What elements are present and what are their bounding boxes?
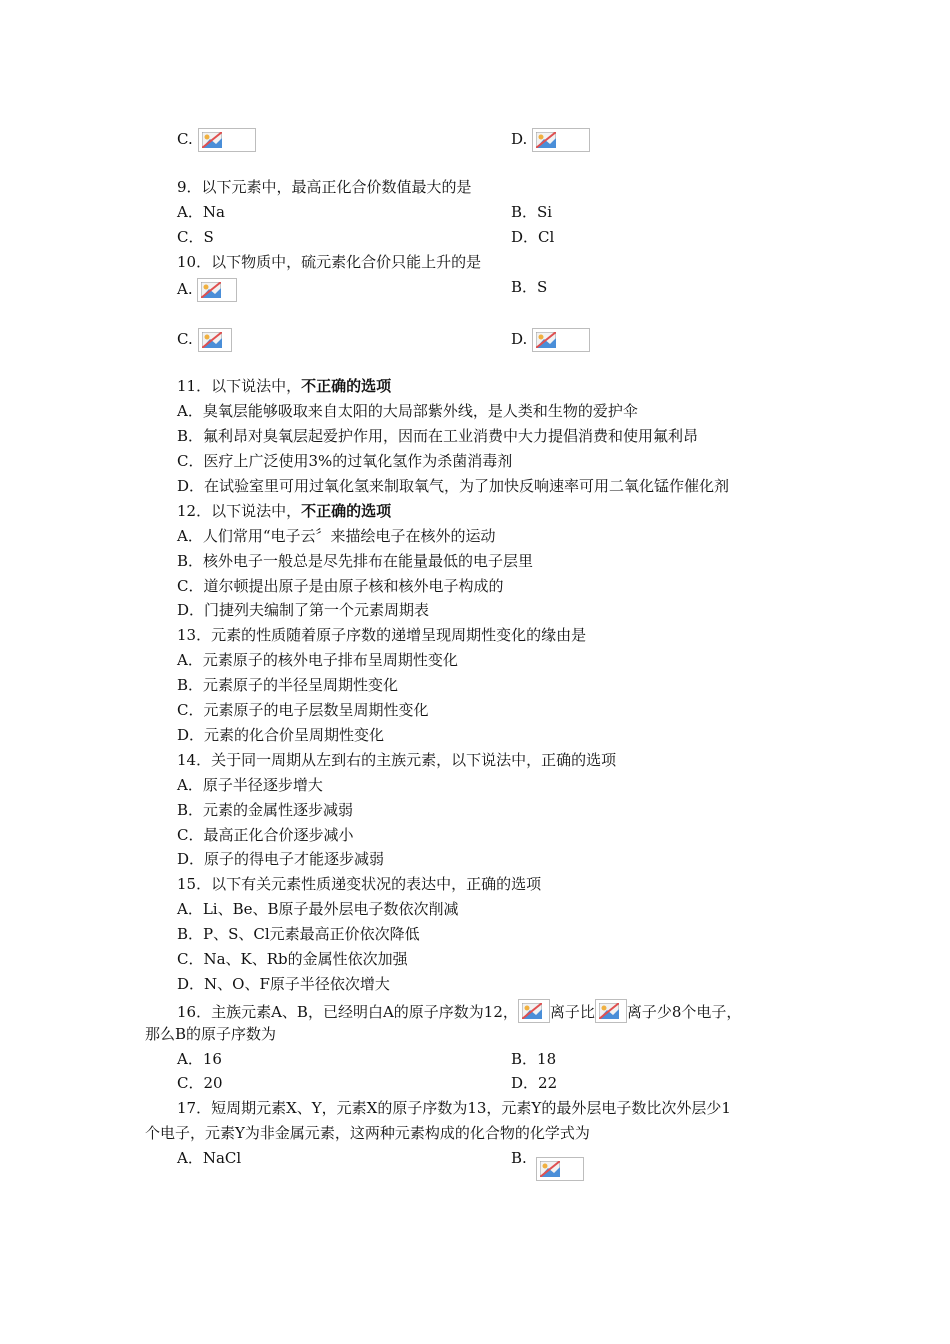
q11-option-c: C．医疗上广泛使用3%的过氧化氢作为杀菌消毒剂: [177, 452, 513, 470]
q9-option-a: A．Na: [177, 203, 225, 221]
q8-option-c: C.: [177, 128, 256, 152]
q10-option-b: B．S: [511, 278, 548, 296]
q13-option-c: C．元素原子的电子层数呈周期性变化: [177, 701, 429, 719]
q17-stem-line2: 个电子，元素Y为非金属元素，这两种元素构成的化合物的化学式为: [145, 1124, 590, 1142]
q15-option-b: B．P、S、Cl元素最高正价依次降低: [177, 925, 420, 943]
broken-image-icon: [595, 999, 627, 1023]
q12-option-b: B．核外电子一般总是尽先排布在能量最低的电子层里: [177, 552, 534, 570]
q16-option-d: D．22: [511, 1074, 558, 1092]
q16-option-a: A．16: [177, 1050, 222, 1068]
q12-option-d: D．门捷列夫编制了第一个元素周期表: [177, 601, 430, 619]
broken-image-icon: [532, 128, 590, 152]
q13-option-a: A．元素原子的核外电子排布呈周期性变化: [177, 651, 458, 669]
q15-stem: 15．以下有关元素性质递变状况的表达中，正确的选项: [177, 875, 542, 893]
q12-option-c: C．道尔顿提出原子是由原子核和核外电子构成的: [177, 577, 504, 595]
broken-image-icon: [536, 1157, 584, 1181]
q17-option-a: A．NaCl: [177, 1149, 242, 1167]
q9-option-b: B．Si: [511, 203, 553, 221]
q10-option-a: A.: [177, 278, 237, 302]
q13-stem: 13．元素的性质随着原子序数的递增呈现周期性变化的缘由是: [177, 626, 587, 644]
broken-image-icon: [532, 328, 590, 352]
broken-image-icon: [198, 128, 256, 152]
q9-option-d: D．Cl: [511, 228, 555, 246]
q11-stem: 11．以下说法中，不正确的选项: [177, 377, 392, 395]
q9-option-c: C．S: [177, 228, 214, 246]
q16-stem: 16．主族元素A、B，已经明白A的原子序数为12， 离子比 离子少8个电子，: [177, 999, 741, 1023]
q10-stem: 10．以下物质中，硫元素化合价只能上升的是: [177, 253, 482, 271]
q10-option-d: D.: [511, 328, 590, 352]
q15-option-a: A．Li、Be、B原子最外层电子数依次削减: [177, 900, 459, 918]
q13-option-d: D．元素的化合价呈周期性变化: [177, 726, 385, 744]
q15-option-d: D．N、O、F原子半径依次增大: [177, 975, 390, 993]
q12-stem: 12．以下说法中，不正确的选项: [177, 502, 392, 520]
q15-option-c: C．Na、K、Rb的金属性依次加强: [177, 950, 408, 968]
q14-option-d: D．原子的得电子才能逐步减弱: [177, 850, 385, 868]
q16-option-b: B．18: [511, 1050, 557, 1068]
q13-option-b: B．元素原子的半径呈周期性变化: [177, 676, 399, 694]
q14-option-b: B．元素的金属性逐步减弱: [177, 801, 354, 819]
broken-image-icon: [197, 278, 237, 302]
q8-option-d: D.: [511, 128, 590, 152]
q16-stem-line2: 那么B的原子序数为: [145, 1025, 277, 1043]
q17-option-b: B.: [511, 1149, 527, 1167]
q9-stem: 9．以下元素中，最高正化合价数值最大的是: [177, 178, 472, 196]
q12-option-a: A．人们常用“电子云〞来描绘电子在核外的运动: [177, 527, 496, 545]
q16-option-c: C．20: [177, 1074, 223, 1092]
q17-stem-line1: 17．短周期元素X、Y，元素X的原子序数为13，元素Y的最外层电子数比次外层少1: [177, 1099, 731, 1117]
q11-option-d: D．在试验室里可用过氧化氢来制取氧气，为了加快反响速率可用二氧化锰作催化剂: [177, 477, 730, 495]
broken-image-icon: [198, 328, 232, 352]
q11-option-a: A．臭氧层能够吸取来自太阳的大局部紫外线，是人类和生物的爱护伞: [177, 402, 638, 420]
q14-option-a: A．原子半径逐步增大: [177, 776, 323, 794]
q14-option-c: C．最高正化合价逐步减小: [177, 826, 354, 844]
q14-stem: 14．关于同一周期从左到右的主族元素，以下说法中，正确的选项: [177, 751, 617, 769]
broken-image-icon: [518, 999, 550, 1023]
q11-option-b: B．氟利昂对臭氧层起爱护作用，因而在工业消费中大力提倡消费和使用氟利昂: [177, 427, 699, 445]
q10-option-c: C.: [177, 328, 232, 352]
